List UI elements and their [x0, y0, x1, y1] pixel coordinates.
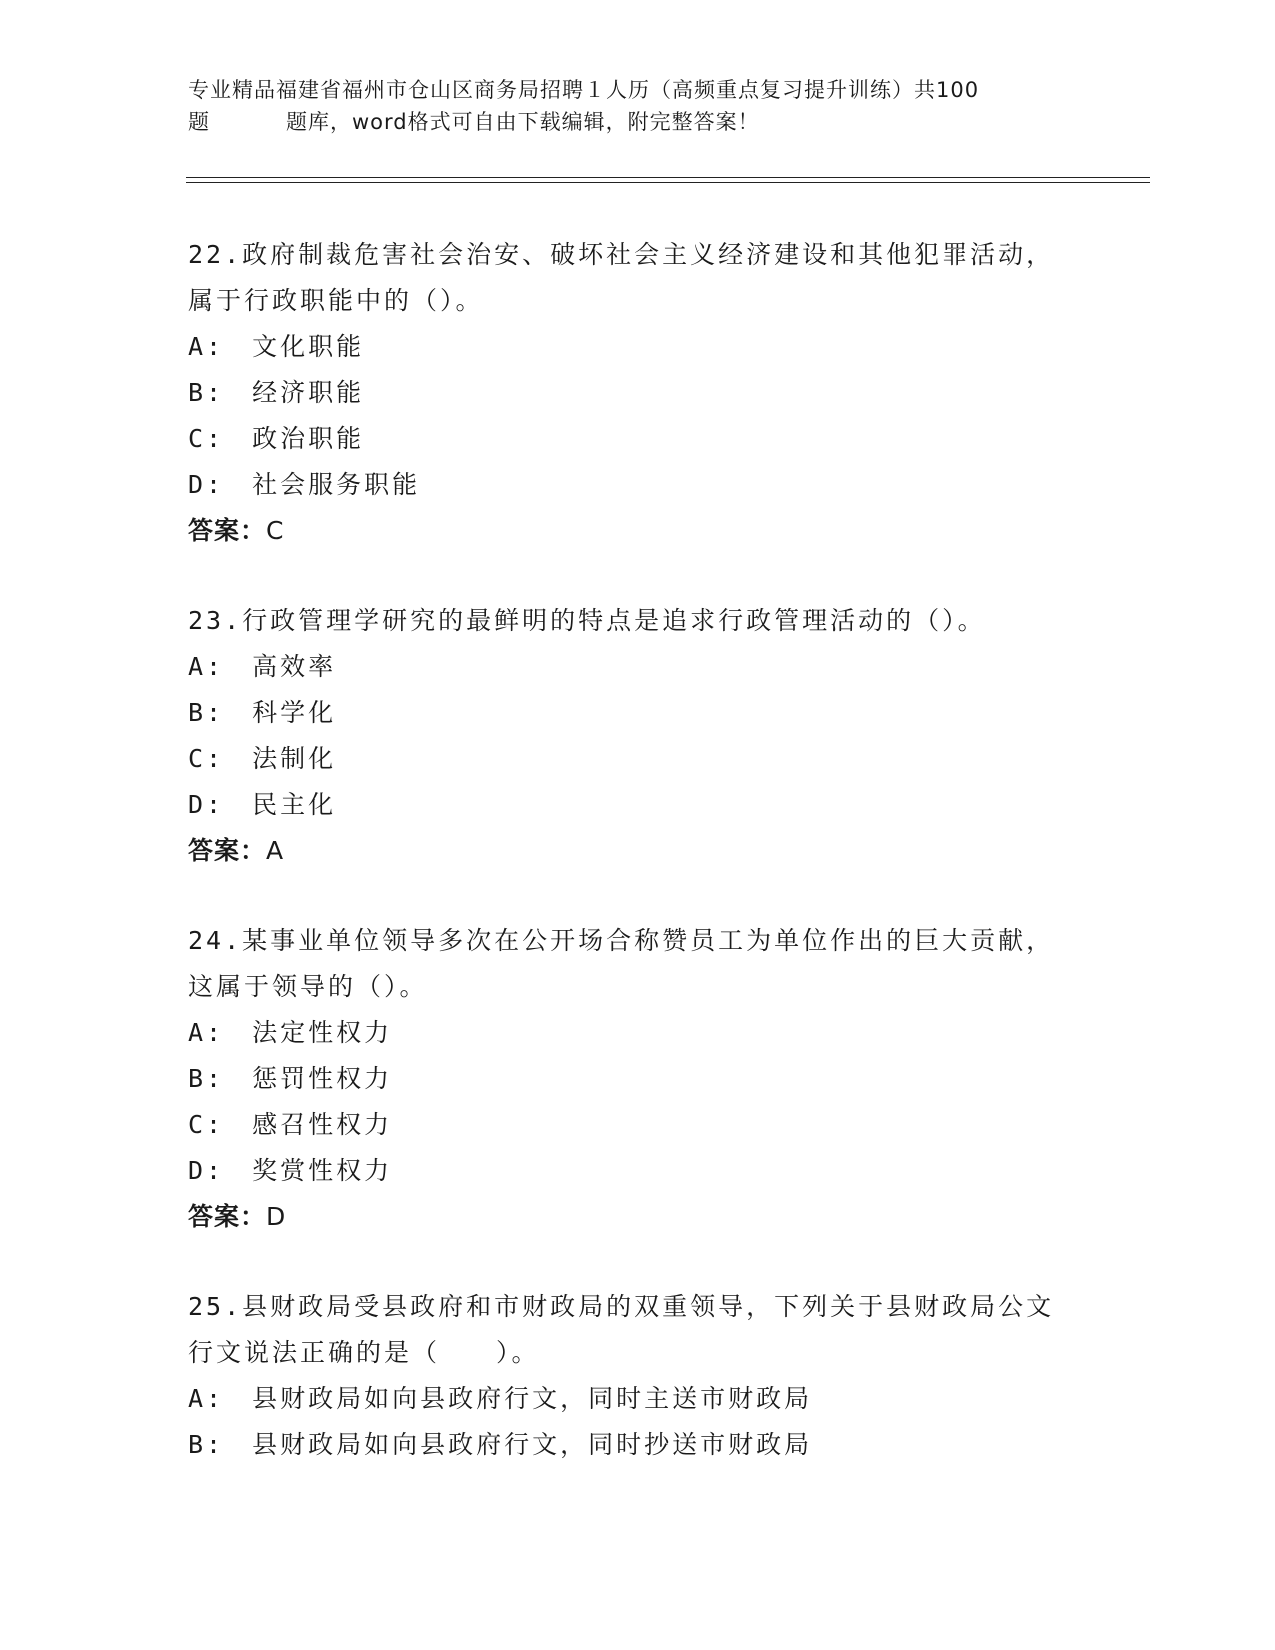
option-text: 法制化 [252, 744, 337, 773]
option-a [188, 324, 1088, 370]
option-d [188, 1148, 1088, 1194]
answer-value: C [266, 516, 285, 545]
option-text: 科学化 [252, 698, 337, 727]
option-a [188, 1010, 1088, 1056]
option-text: 感召性权力 [252, 1110, 393, 1139]
option-key: C: [188, 1110, 225, 1139]
option-c [188, 416, 1088, 462]
option-a [188, 644, 1088, 690]
answer-value: D [266, 1202, 287, 1231]
question-stem-line: 行文说法正确的是（ ）。 [188, 1338, 540, 1367]
option-key: B: [188, 1430, 225, 1459]
header-rule-bottom [186, 182, 1150, 183]
question-stem-line: 属于行政职能中的（）。 [188, 286, 484, 315]
question-stem [188, 232, 1088, 324]
option-text: 社会服务职能 [252, 470, 421, 499]
header-rule-top [186, 177, 1150, 178]
question-stem-line: 24.某事业单位领导多次在公开场合称赞员工为单位作出的巨大贡献， [188, 926, 1055, 955]
option-text: 民主化 [252, 790, 337, 819]
option-key: C: [188, 744, 225, 773]
answer-line [188, 1194, 1088, 1240]
question-24 [188, 918, 1088, 1240]
header-line-1: 专业精品福建省福州市仓山区商务局招聘１人历（高频重点复习提升训练）共100 [188, 78, 980, 102]
option-text: 县财政局如向县政府行文，同时抄送市财政局 [252, 1430, 813, 1459]
option-text: 县财政局如向县政府行文，同时主送市财政局 [252, 1384, 813, 1413]
option-text: 高效率 [252, 652, 337, 681]
option-text: 奖赏性权力 [252, 1156, 393, 1185]
document-header [188, 74, 1088, 138]
option-text: 文化职能 [252, 332, 365, 361]
option-text: 经济职能 [252, 378, 365, 407]
option-text: 政治职能 [252, 424, 365, 453]
option-c [188, 1102, 1088, 1148]
option-key: B: [188, 378, 225, 407]
question-stem-line: 22.政府制裁危害社会治安、破坏社会主义经济建设和其他犯罪活动， [188, 240, 1055, 269]
option-b [188, 1422, 1088, 1468]
option-b [188, 690, 1088, 736]
option-key: A: [188, 1018, 225, 1047]
option-text: 惩罚性权力 [252, 1064, 393, 1093]
option-d [188, 782, 1088, 828]
option-key: A: [188, 1384, 225, 1413]
header-line-2-rest: 题库，word格式可自由下载编辑，附完整答案！ [286, 110, 760, 134]
option-d [188, 462, 1088, 508]
question-stem-line: 23.行政管理学研究的最鲜明的特点是追求行政管理活动的（）。 [188, 606, 986, 635]
header-line-2 [188, 106, 1088, 138]
question-stem [188, 1284, 1088, 1376]
option-c [188, 736, 1088, 782]
option-key: A: [188, 332, 225, 361]
option-a [188, 1376, 1088, 1422]
option-key: B: [188, 698, 225, 727]
option-text: 法定性权力 [252, 1018, 393, 1047]
answer-line [188, 508, 1088, 554]
header-line-2-start: 题 [188, 110, 210, 134]
answer-line [188, 828, 1088, 874]
question-stem [188, 918, 1088, 1010]
option-key: B: [188, 1064, 225, 1093]
option-key: D: [188, 1156, 225, 1185]
answer-label: 答案： [188, 836, 267, 865]
question-stem-line: 25.县财政局受县政府和市财政局的双重领导，下列关于县财政局公文 [188, 1292, 1055, 1321]
question-stem-line: 这属于领导的（）。 [188, 972, 428, 1001]
answer-label: 答案： [188, 516, 267, 545]
option-b [188, 370, 1088, 416]
answer-label: 答案： [188, 1202, 267, 1231]
question-22 [188, 232, 1088, 554]
option-key: C: [188, 424, 225, 453]
question-list [188, 232, 1088, 1512]
option-b [188, 1056, 1088, 1102]
question-23 [188, 598, 1088, 874]
question-25 [188, 1284, 1088, 1468]
answer-value: A [266, 836, 285, 865]
option-key: A: [188, 652, 225, 681]
option-key: D: [188, 790, 225, 819]
question-stem [188, 598, 1088, 644]
option-key: D: [188, 470, 225, 499]
